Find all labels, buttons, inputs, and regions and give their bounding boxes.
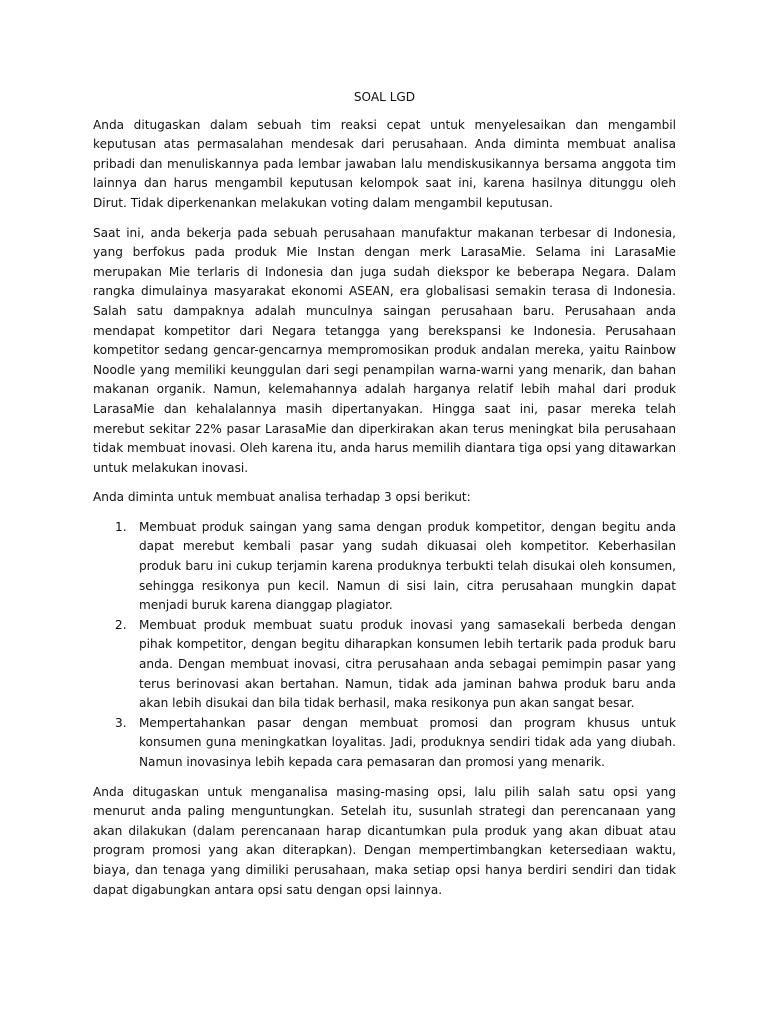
document-title: SOAL LGD (353, 90, 416, 104)
instruction-paragraph: Anda diminta untuk membuat analisa terhadap 3 opsi berikut: (93, 490, 471, 505)
options-list (93, 518, 676, 773)
option-item-2 (93, 616, 676, 714)
option-number: 3. (115, 715, 127, 730)
option-item-3 (93, 714, 676, 773)
document-page (93, 88, 676, 910)
context-paragraph: Saat ini, anda bekerja pada sebuah perusahaan manufaktur makanan terbesar di Indonesia, yang berfokus pada produk Mie Instan dengan merk LarasaMie. Selama ini LarasaMie merupakan Mie terlaris di Indonesia dan juga sudah diekspor ke beberapa Negara. Dalam rangka dimulainya masyarakat ekonomi ASEAN, era globalisasi semakin terasa di Indonesia. Salah satu dampaknya adalah munculnya saingan perusahaan baru. Perusahaan anda mendapat kompetitor dari Negara tetangga yang berekspansi ke Indonesia. Perusahaan kompetitor sedang gencar-gencarnya mempromosikan produk andalan mereka, yaitu Rainbow Noodle yang memiliki keunggulan dari segi penampilan warna-warni yang menarik, dan bahan makanan organik. Namun, kelemahannya adalah harganya relatif lebih mahal dari produk LarasaMie dan kehalalannya masih dipertanyakan. Hingga saat ini, pasar mereka telah merebut sekitar 22% pasar LarasaMie dan diperkirakan akan terus meningkat bila perusahaan tidak membuat inovasi. Oleh karena itu, anda harus memilih diantara tiga opsi yang ditawarkan untuk melakukan inovasi. (93, 225, 676, 475)
closing-paragraph: Anda ditugaskan untuk menganalisa masing-masing opsi, lalu pilih salah satu opsi yang menurut anda paling menguntungkan. Setelah itu, susunlah strategi dan perencanaan yang akan dilakukan (dalam perencanaan harap dicantumkan pula produk yang akan dibuat atau program promosi yang akan diterapkan). Dengan mempertimbangkan ketersediaan waktu, biaya, dan tenaga yang dimiliki perusahaan, maka setiap opsi hanya berdiri sendiri dan tidak dapat digabungkan antara opsi satu dengan opsi lainnya. (93, 784, 676, 897)
option-text: Membuat produk membuat suatu produk inovasi yang samasekali berbeda dengan pihak kompetitor, dengan begitu diharapkan konsumen lebih tertarik pada produk baru anda. Dengan membuat inovasi, citra perusahaan anda sebagai pemimpin pasar yang terus berinovasi akan bertahan. Namun, tidak ada jaminan bahwa produk baru anda akan lebih disukai dan bila tidak berhasil, maka resikonya pun akan sangat besar. (139, 617, 676, 711)
option-number: 1. (115, 519, 127, 534)
option-item-1 (93, 518, 676, 616)
option-text: Mempertahankan pasar dengan membuat promosi dan program khusus untuk konsumen guna meningkatkan loyalitas. Jadi, produknya sendiri tidak ada yang diubah. Namun inovasinya lebih kepada cara pemasaran dan promosi yang menarik. (139, 715, 676, 769)
intro-paragraph: Anda ditugaskan dalam sebuah tim reaksi cepat untuk menyelesaikan dan mengambil keputusan atas permasalahan mendesak dari perusahaan. Anda diminta membuat analisa pribadi dan menuliskannya pada lembar jawaban lalu mendiskusikannya bersama anggota tim lainnya dan harus mengambil keputusan kelompok saat ini, karena hasilnya ditunggu oleh Dirut. Tidak diperkenankan melakukan voting dalam mengambil keputusan. (93, 117, 676, 210)
option-text: Membuat produk saingan yang sama dengan produk kompetitor, dengan begitu anda dapat merebut kembali pasar yang sudah dikuasai oleh kompetitor. Keberhasilan produk baru ini cukup terjamin karena produknya terbukti telah disukai oleh konsumen, sehingga resikonya pun kecil. Namun di sisi lain, citra perusahaan mungkin dapat menjadi buruk karena dianggap plagiator. (139, 519, 676, 613)
option-number: 2. (115, 617, 127, 632)
